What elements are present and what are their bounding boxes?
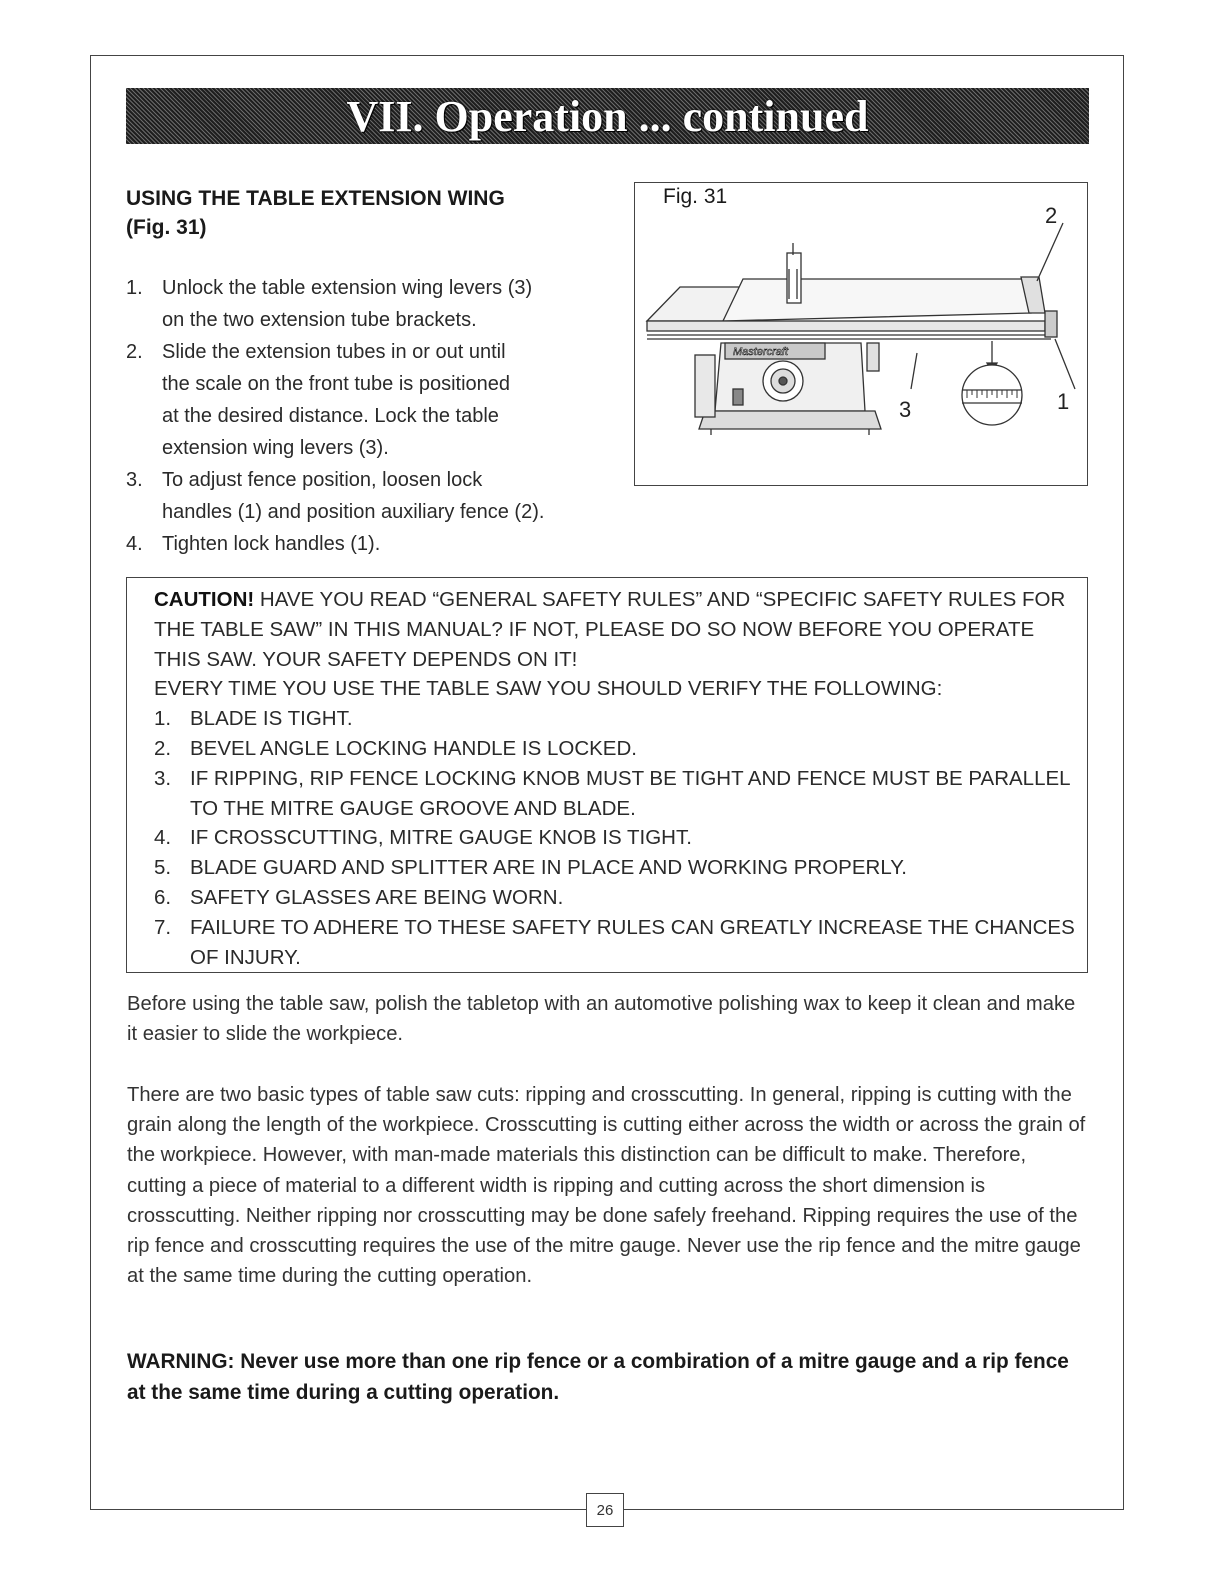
figure-31 <box>634 182 1088 486</box>
callout-3: 3 <box>899 397 912 422</box>
figure-label: Fig. 31 <box>663 185 728 208</box>
banner-title: VII. Operation ... continued <box>346 91 869 141</box>
caution-item-text: BLADE IS TIGHT. <box>190 707 353 731</box>
step-line: Slide the extension tubes in or out until <box>162 341 506 363</box>
step-item <box>126 464 646 528</box>
caution-intro-text: HAVE YOU READ “GENERAL SAFETY RULES” AND “SPECIFIC SAFETY RULES FOR THE TABLE SAW” IN THIS MANUAL? IF NOT, PLEASE DO SO NOW BEFORE YOU OPERATE THIS SAW. YOUR SAFETY DEPENDS ON IT! <box>154 588 1066 671</box>
caution-intro <box>154 585 1075 674</box>
caution-item-number: 5. <box>154 856 172 880</box>
caution-item-number: 1. <box>154 707 172 731</box>
warning-text: WARNING: Never use more than one rip fence or a combiration of a mitre gauge and a rip fence at the same time during a cutting operation. <box>127 1350 1069 1404</box>
caution-item-number: 3. <box>154 766 172 790</box>
step-text <box>162 336 510 464</box>
caution-item-text: BLADE GUARD AND SPLITTER ARE IN PLACE AND WORKING PROPERLY. <box>190 856 907 880</box>
section-banner <box>126 88 1089 144</box>
caution-item <box>154 823 1075 853</box>
step-item <box>126 528 646 560</box>
step-text <box>162 272 532 336</box>
step-line: To adjust fence position, loosen lock <box>162 469 483 491</box>
step-line: extension wing levers (3). <box>162 437 389 459</box>
page-number: 26 <box>586 1493 624 1527</box>
caution-item <box>154 853 1075 883</box>
step-line: Unlock the table extension wing levers (3) <box>162 277 533 299</box>
caution-item <box>154 883 1075 913</box>
footer-rule-left <box>90 1509 586 1510</box>
step-number: 2. <box>126 341 143 363</box>
section-heading <box>126 184 606 242</box>
caution-item-number: 2. <box>154 736 172 760</box>
step-line: Tighten lock handles (1). <box>162 533 381 555</box>
caution-item-text: IF RIPPING, RIP FENCE LOCKING KNOB MUST BE TIGHT AND FENCE MUST BE PARALLEL TO THE MITRE GAUGE GROOVE AND BLADE. <box>190 766 1070 820</box>
caution-item <box>154 913 1075 973</box>
step-number: 4. <box>126 533 143 555</box>
table-saw-illustration <box>635 183 1087 485</box>
step-number: 1. <box>126 277 143 299</box>
step-line: on the two extension tube brackets. <box>162 309 477 331</box>
paragraph-cut-types: There are two basic types of table saw cuts: ripping and crosscutting. In general, ripping is cutting with the grain along the length of the workpiece. Crosscutting is cutting either across the width or across the grain of the workpiece. However, with man-made materials this distinction can be difficult to make. Therefore, cutting a piece of material to a different width is ripping and cutting across the short dimension is crosscutting. Neither ripping nor crosscutting may be done safely freehand. Ripping requires the use of the rip fence and crosscutting requires the use of the mitre gauge. Never use the rip fence and the mitre gauge at the same time during the cutting operation. <box>127 1084 1086 1288</box>
step-line: the scale on the front tube is positioned <box>162 373 511 395</box>
steps-list <box>126 272 646 560</box>
callout-1: 1 <box>1057 389 1070 414</box>
caution-item-text: IF CROSSCUTTING, MITRE GAUGE KNOB IS TIGHT. <box>190 826 692 850</box>
caution-item-text: BEVEL ANGLE LOCKING HANDLE IS LOCKED. <box>190 736 637 760</box>
callout-2: 2 <box>1045 203 1058 228</box>
step-line: at the desired distance. Lock the table <box>162 405 499 427</box>
caution-verify: EVERY TIME YOU USE THE TABLE SAW YOU SHOULD VERIFY THE FOLLOWING: <box>154 677 943 701</box>
section-heading-line1: USING THE TABLE EXTENSION WING <box>126 187 505 210</box>
caution-item-number: 7. <box>154 915 172 939</box>
step-text <box>162 464 544 528</box>
caution-item-number: 6. <box>154 885 172 909</box>
brand-logo-text: Mastercraft <box>733 346 789 358</box>
caution-item <box>154 704 1075 734</box>
step-number: 3. <box>126 469 143 491</box>
caution-box <box>126 577 1088 973</box>
caution-item <box>154 734 1075 764</box>
paragraph-polish: Before using the table saw, polish the tabletop with an automotive polishing wax to keep it clean and make it easier to slide the workpiece. <box>127 993 1076 1046</box>
step-item <box>126 336 646 464</box>
step-item <box>126 272 646 336</box>
caution-item-text: SAFETY GLASSES ARE BEING WORN. <box>190 885 564 909</box>
footer-rule-right <box>624 1509 1124 1510</box>
step-text <box>162 528 380 560</box>
section-heading-line2: (Fig. 31) <box>126 216 207 239</box>
caution-item <box>154 764 1075 824</box>
caution-item-number: 4. <box>154 826 172 850</box>
caution-label: CAUTION! <box>154 588 255 611</box>
caution-item-text: FAILURE TO ADHERE TO THESE SAFETY RULES CAN GREATLY INCREASE THE CHANCES OF INJURY. <box>190 915 1075 969</box>
step-line: handles (1) and position auxiliary fence (2). <box>162 501 545 523</box>
